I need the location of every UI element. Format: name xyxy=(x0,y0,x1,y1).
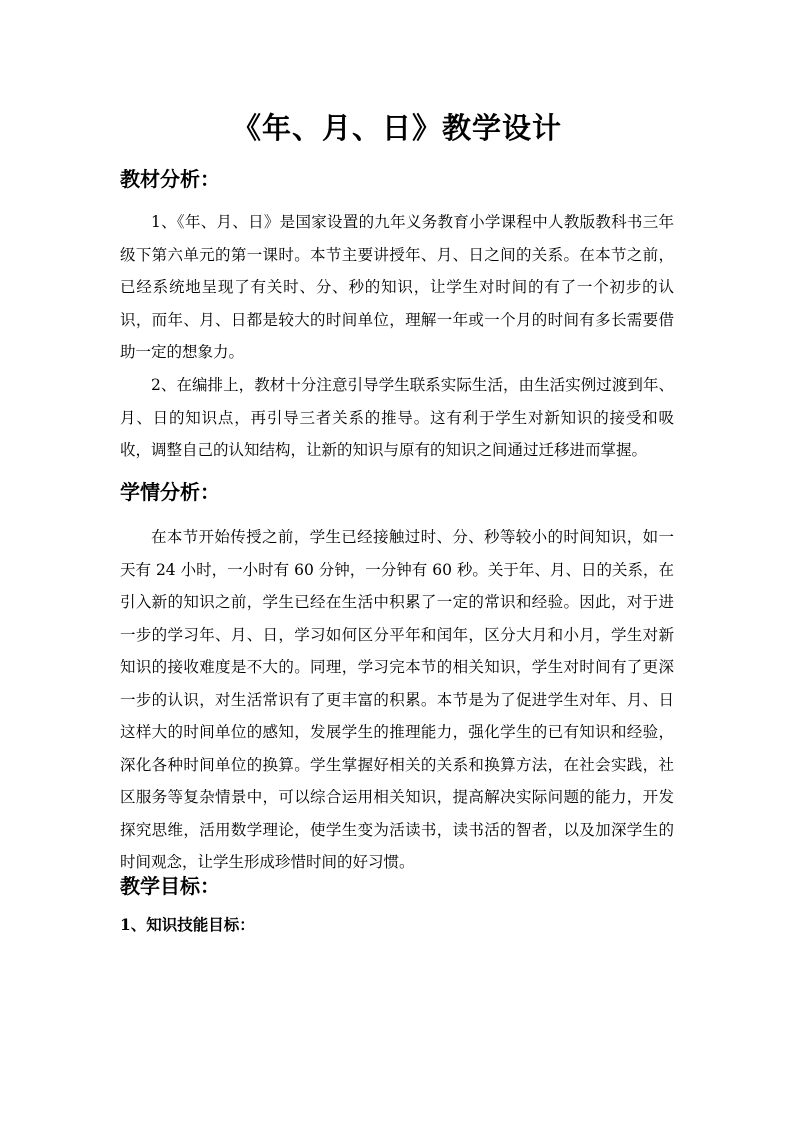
student-analysis-paragraph-1: 在本节开始传授之前，学生已经接触过时、分、秒等较小的时间知识，如一天有 24 小时，一小时有 60 分钟，一分钟有 60 秒。关于年、月、日的关系，在引入新的知识之前，学生已经在生活中积累了一定的常识和经验。因此，对于进一步的学习年、月、日，学习如何区分平年和闰年，区分大月和小月，学生对新知识的接收难度是不大的。同理，学习完本节的相关知识，学生对时间有了更深一步的认识，对生活常识有了更丰富的积累。本节是为了促进学生对年、月、日这样大的时间单位的感知，发展学生的推理能力，强化学生的已有知识和经验，深化各种时间单位的换算。学生掌握好相关的关系和换算方法，在社会实践，社区服务等复杂情景中，可以综合运用相关知识，提高解决实际问题的能力，开发探究思维，活用数学理论，使学生变为活读书，读书活的智者，以及加深学生的时间观念，让学生形成珍惜时间的好习惯。 xyxy=(120,528,674,871)
material-analysis-paragraph-1: 1、《年、月、日》是国家设置的九年义务教育小学课程中人教版教科书三年级下第六单元的第一课时。本节主要讲授年、月、日之间的关系。在本节之前，已经系统地呈现了有关时、分、秒的知识，让学生对时间的有了一个初步的认识，而年、月、日都是较大的时间单位，理解一年或一个月的时间有多长需要借助一定的想象力。 xyxy=(120,213,674,361)
section-heading-teaching-goals: 教学目标： xyxy=(120,874,220,898)
section-heading-student-analysis: 学情分析： xyxy=(120,480,220,504)
section-heading-material-analysis: 教材分析： xyxy=(120,167,220,191)
document-title: 《年、月、日》教学设计 xyxy=(231,111,562,145)
material-analysis-paragraph-2: 2、在编排上，教材十分注意引导学生联系实际生活，由生活实例过渡到年、月、日的知识点，再引导三者关系的推导。这有利于学生对新知识的接受和吸收，调整自己的认知结构，让新的知识与原有的知识之间通过迁移进而掌握。 xyxy=(120,376,674,459)
teaching-goals-sub-heading-knowledge-skills: 1、知识技能目标： xyxy=(120,915,255,934)
